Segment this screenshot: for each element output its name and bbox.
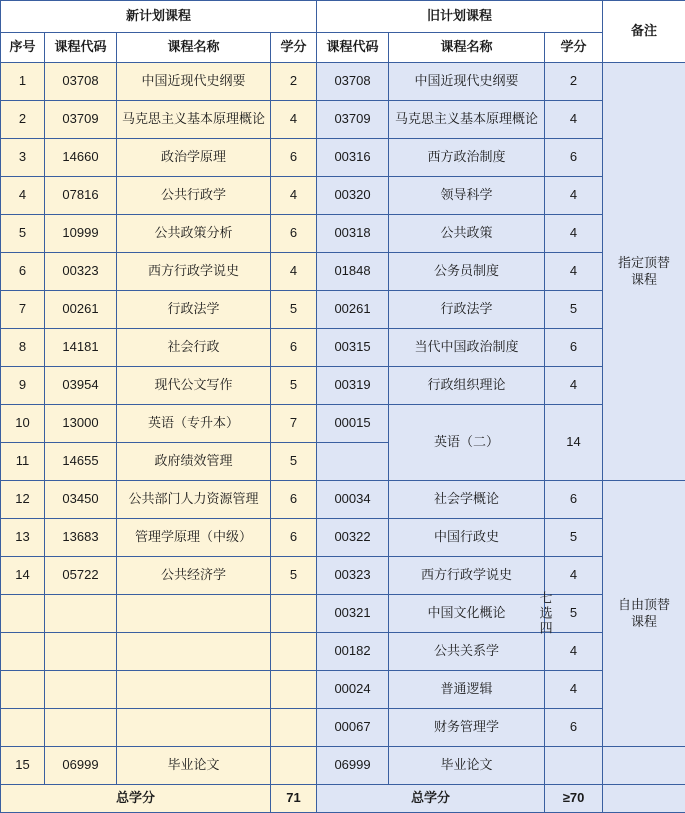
table-row — [1, 63, 685, 101]
cell-new-code: 06999 — [45, 747, 117, 785]
cell-seq: 12 — [1, 481, 45, 519]
cell-new-credit: 4 — [271, 177, 317, 215]
cell-new-code: 03708 — [45, 63, 117, 101]
cell-new-credit-empty — [271, 709, 317, 747]
cell-old-code: 01848 — [317, 253, 389, 291]
cell-old-code: 03708 — [317, 63, 389, 101]
cell-seq: 14 — [1, 557, 45, 595]
table-row-thesis — [1, 747, 685, 785]
cell-new-code: 00261 — [45, 291, 117, 329]
table-row — [1, 595, 685, 633]
cell-new-credit: 6 — [271, 519, 317, 557]
cell-new-name: 公共政策分析 — [117, 215, 271, 253]
table-row — [1, 329, 685, 367]
header-seq: 序号 — [1, 33, 45, 63]
table-row — [1, 709, 685, 747]
cell-old-code: 00015 — [317, 405, 389, 443]
cell-old-code: 00315 — [317, 329, 389, 367]
cell-old-code: 00261 — [317, 291, 389, 329]
cell-seq-empty — [1, 633, 45, 671]
table-row — [1, 139, 685, 177]
cell-old-name: 马克思主义基本原理概论 — [389, 101, 545, 139]
cell-seq-empty — [1, 671, 45, 709]
total-new-value: 71 — [271, 785, 317, 813]
cell-new-credit: 6 — [271, 481, 317, 519]
cell-seq: 9 — [1, 367, 45, 405]
cell-new-name: 英语（专升本） — [117, 405, 271, 443]
cell-new-credit: 4 — [271, 101, 317, 139]
cell-new-code-empty — [45, 633, 117, 671]
cell-old-name: 领导科学 — [389, 177, 545, 215]
cell-old-credit: 4 — [545, 253, 603, 291]
table-row — [1, 253, 685, 291]
header-new-name: 课程名称 — [117, 33, 271, 63]
cell-seq: 1 — [1, 63, 45, 101]
cell-new-code: 03450 — [45, 481, 117, 519]
cell-seq: 15 — [1, 747, 45, 785]
table-row — [1, 367, 685, 405]
header-new-credit: 学分 — [271, 33, 317, 63]
cell-new-code: 14181 — [45, 329, 117, 367]
cell-old-code: 00034 — [317, 481, 389, 519]
cell-new-name: 公共行政学 — [117, 177, 271, 215]
cell-seq: 5 — [1, 215, 45, 253]
cell-new-code: 14660 — [45, 139, 117, 177]
cell-new-credit: 5 — [271, 291, 317, 329]
cell-new-credit: 5 — [271, 557, 317, 595]
cell-new-name-empty — [117, 671, 271, 709]
table-group-header-row — [1, 1, 685, 33]
cell-new-credit: 6 — [271, 215, 317, 253]
cell-new-name: 马克思主义基本原理概论 — [117, 101, 271, 139]
table-row — [1, 633, 685, 671]
cell-new-name: 公共经济学 — [117, 557, 271, 595]
table-row — [1, 557, 685, 595]
cell-new-name: 政府绩效管理 — [117, 443, 271, 481]
cell-old-name: 中国近现代史纲要 — [389, 63, 545, 101]
cell-old-name: 毕业论文 — [389, 747, 545, 785]
remark-thesis-empty — [603, 747, 685, 785]
cell-new-credit-empty — [271, 633, 317, 671]
cell-new-name-empty — [117, 595, 271, 633]
total-new-label: 总学分 — [1, 785, 271, 813]
cell-new-credit: 5 — [271, 443, 317, 481]
cell-old-credit: 4 — [545, 101, 603, 139]
remark-free-line1: 自由顶替 — [618, 597, 671, 613]
table-row — [1, 101, 685, 139]
cell-seq: 10 — [1, 405, 45, 443]
cell-new-name: 社会行政 — [117, 329, 271, 367]
table-column-header-row — [1, 33, 685, 63]
cell-new-name: 毕业论文 — [117, 747, 271, 785]
cell-old-credit: 4 — [545, 177, 603, 215]
cell-new-credit — [271, 747, 317, 785]
remark-total-empty — [603, 785, 685, 813]
cell-old-name: 社会学概论 — [389, 481, 545, 519]
cell-new-name: 西方行政学说史 — [117, 253, 271, 291]
table-row — [1, 291, 685, 329]
cell-old-name: 公共政策 — [389, 215, 545, 253]
header-old-credit: 学分 — [545, 33, 603, 63]
header-new-plan: 新计划课程 — [1, 1, 317, 33]
total-old-label: 总学分 — [317, 785, 545, 813]
cell-new-code: 03709 — [45, 101, 117, 139]
remark-free — [603, 481, 685, 747]
cell-old-credit: 14 — [545, 405, 603, 481]
cell-new-code: 10999 — [45, 215, 117, 253]
cell-old-credit: 5 — [545, 519, 603, 557]
cell-old-code: 00320 — [317, 177, 389, 215]
table-row — [1, 177, 685, 215]
cell-old-code: 00316 — [317, 139, 389, 177]
cell-seq-empty — [1, 709, 45, 747]
cell-old-credit: 2 — [545, 63, 603, 101]
cell-new-credit: 6 — [271, 329, 317, 367]
cell-new-name: 现代公文写作 — [117, 367, 271, 405]
cell-new-code-empty — [45, 671, 117, 709]
cell-new-name: 政治学原理 — [117, 139, 271, 177]
cell-seq: 3 — [1, 139, 45, 177]
cell-old-credit: 4 — [545, 633, 603, 671]
cell-old-code: 03709 — [317, 101, 389, 139]
cell-old-code: 00182 — [317, 633, 389, 671]
cell-old-credit: 6 — [545, 139, 603, 177]
header-new-code: 课程代码 — [45, 33, 117, 63]
table-row — [1, 405, 685, 443]
cell-old-code: 00321 — [317, 595, 389, 633]
cell-old-name: 公务员制度 — [389, 253, 545, 291]
cell-new-credit: 5 — [271, 367, 317, 405]
cell-new-code: 00323 — [45, 253, 117, 291]
cell-old-credit: 4 — [545, 671, 603, 709]
cell-new-credit: 2 — [271, 63, 317, 101]
cell-old-credit: 4 — [545, 367, 603, 405]
cell-old-credit: 6 — [545, 329, 603, 367]
cell-old-name: 中国文化概论 — [389, 595, 545, 633]
cell-new-credit-empty — [271, 671, 317, 709]
cell-old-name: 公共关系学 — [389, 633, 545, 671]
cell-seq: 6 — [1, 253, 45, 291]
cell-new-name: 管理学原理（中级） — [117, 519, 271, 557]
cell-new-name: 行政法学 — [117, 291, 271, 329]
cell-seq: 4 — [1, 177, 45, 215]
cell-new-code-empty — [45, 595, 117, 633]
cell-new-name: 中国近现代史纲要 — [117, 63, 271, 101]
cell-old-credit — [545, 747, 603, 785]
cell-old-credit: 5 — [545, 595, 603, 633]
cell-seq-empty — [1, 595, 45, 633]
cell-old-name: 西方政治制度 — [389, 139, 545, 177]
cell-old-code: 00322 — [317, 519, 389, 557]
header-old-plan: 旧计划课程 — [317, 1, 603, 33]
table-row-total — [1, 785, 685, 813]
remark-designated — [603, 63, 685, 481]
cell-new-code: 05722 — [45, 557, 117, 595]
cell-new-credit: 4 — [271, 253, 317, 291]
table-row — [1, 671, 685, 709]
total-old-value: ≥70 — [545, 785, 603, 813]
cell-seq: 2 — [1, 101, 45, 139]
cell-new-code-empty — [45, 709, 117, 747]
cell-seq: 13 — [1, 519, 45, 557]
header-old-code: 课程代码 — [317, 33, 389, 63]
header-old-name: 课程名称 — [389, 33, 545, 63]
cell-old-code: 00319 — [317, 367, 389, 405]
cell-new-name-empty — [117, 709, 271, 747]
cell-seq: 11 — [1, 443, 45, 481]
remark-designated-line1: 指定顶替 — [618, 255, 671, 271]
table-row — [1, 519, 685, 557]
cell-old-name: 英语（二） — [389, 405, 545, 481]
cell-old-code: 06999 — [317, 747, 389, 785]
cell-old-code: 00323 — [317, 557, 389, 595]
cell-old-name: 普通逻辑 — [389, 671, 545, 709]
cell-seq: 7 — [1, 291, 45, 329]
cell-new-code: 13000 — [45, 405, 117, 443]
remark-designated-line2: 课程 — [631, 271, 658, 287]
cell-new-code: 03954 — [45, 367, 117, 405]
cell-new-code: 07816 — [45, 177, 117, 215]
cell-old-name: 当代中国政治制度 — [389, 329, 545, 367]
cell-old-name: 财务管理学 — [389, 709, 545, 747]
cell-new-credit-empty — [271, 595, 317, 633]
cell-new-code: 14655 — [45, 443, 117, 481]
cell-new-name-empty — [117, 633, 271, 671]
cell-new-credit: 7 — [271, 405, 317, 443]
cell-old-name: 行政组织理论 — [389, 367, 545, 405]
cell-new-name: 公共部门人力资源管理 — [117, 481, 271, 519]
cell-old-credit: 6 — [545, 481, 603, 519]
cell-old-code: 00067 — [317, 709, 389, 747]
cell-old-code: 00318 — [317, 215, 389, 253]
cell-old-credit: 4 — [545, 557, 603, 595]
cell-old-name: 中国行政史 — [389, 519, 545, 557]
table-row — [1, 481, 685, 519]
cell-old-credit: 6 — [545, 709, 603, 747]
cell-old-name: 行政法学 — [389, 291, 545, 329]
cell-new-credit: 6 — [271, 139, 317, 177]
cell-new-code: 13683 — [45, 519, 117, 557]
cell-old-name: 西方行政学说史 — [389, 557, 545, 595]
cell-old-credit: 4 — [545, 215, 603, 253]
cell-old-code-empty — [317, 443, 389, 481]
cell-old-code: 00024 — [317, 671, 389, 709]
remark-free-line2: 课程 — [631, 613, 658, 629]
table-row — [1, 215, 685, 253]
header-remark: 备注 — [603, 1, 685, 63]
cell-old-credit: 5 — [545, 291, 603, 329]
cell-seq: 8 — [1, 329, 45, 367]
